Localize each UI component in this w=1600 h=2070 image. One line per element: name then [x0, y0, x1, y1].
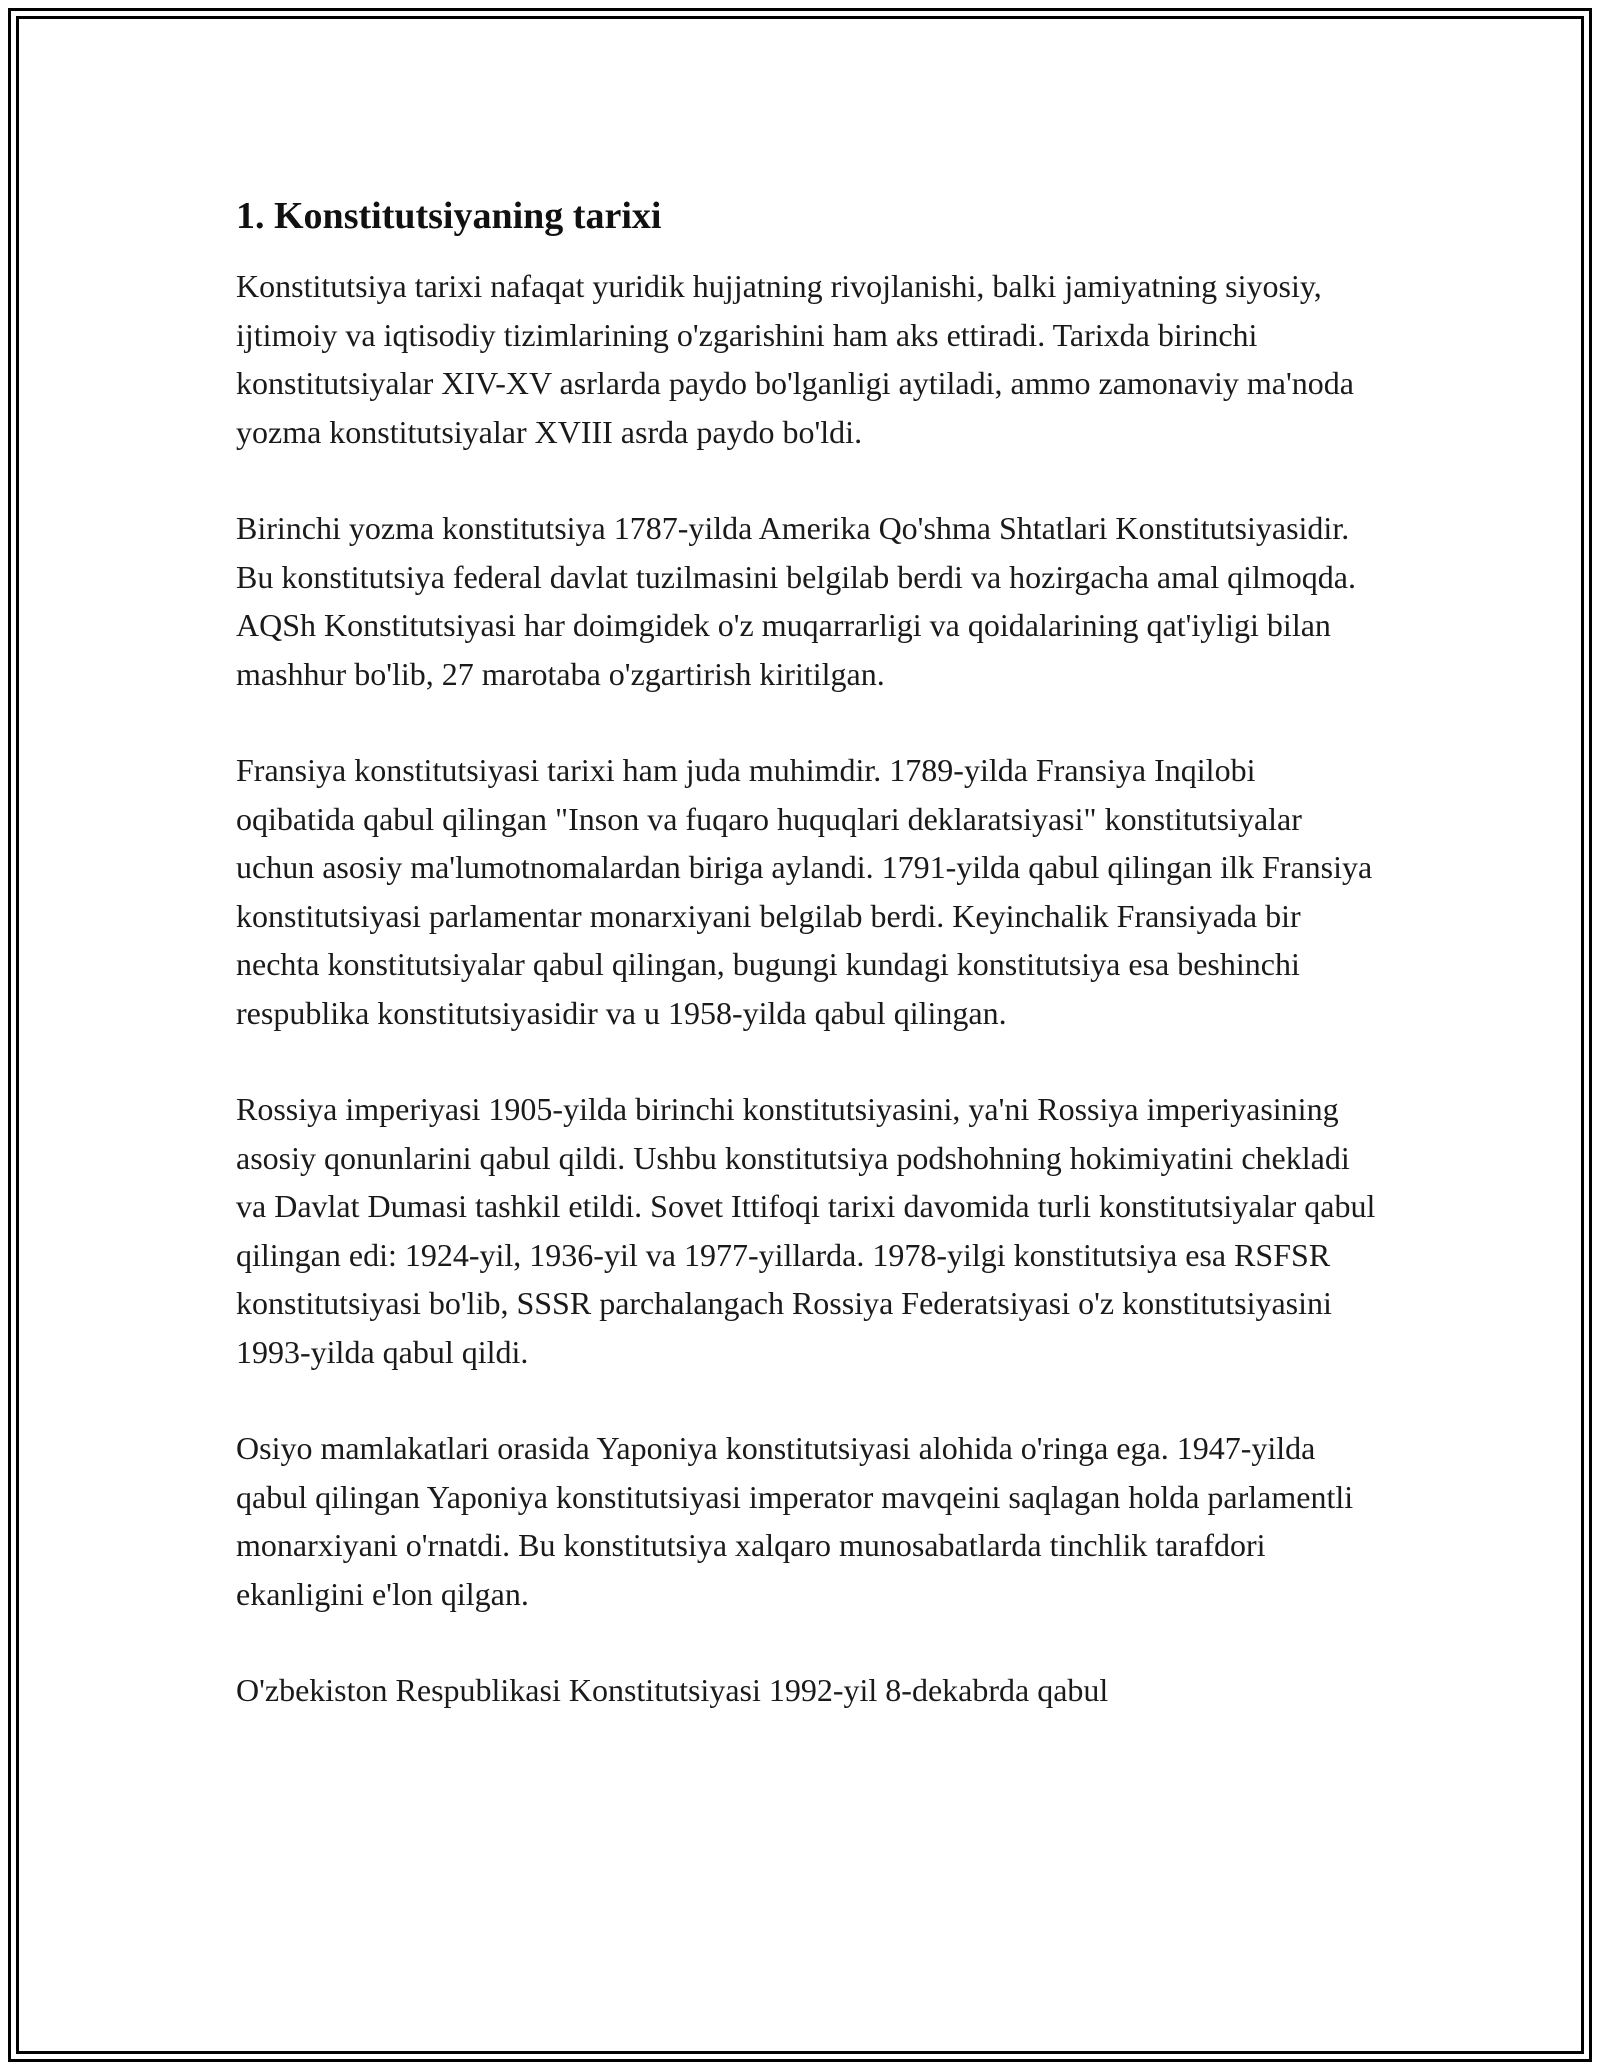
paragraph-intro: Konstitutsiya tarixi nafaqat yuridik hujjatning rivojlanishi, balki jamiyatning siyosiy, ijtimoiy va iqtisodiy tizimlarining o'zgarishini ham aks ettiradi. Tarixda birinchi konstitutsiyalar XIV-XV asrlarda paydo bo'lganligi aytiladi, ammo zamonaviy ma'noda yozma konstitutsiyalar XVIII asrda paydo bo'ldi.: [236, 268, 1354, 450]
paragraph-japan: Osiyo mamlakatlari orasida Yaponiya konstitutsiyasi alohida o'ringa ega. 1947-yilda qabul qilingan Yaponiya konstitutsiyasi imperator mavqeini saqlagan holda parlamentli monarxiyani o'rnatdi. Bu konstitutsiya xalqaro munosabatlarda tinchlik tarafdori ekanligini e'lon qilgan.: [236, 1430, 1354, 1612]
paragraph-russia: Rossiya imperiyasi 1905-yilda birinchi konstitutsiyasini, ya'ni Rossiya imperiyasining asosiy qonunlarini qabul qildi. Ushbu konstitutsiya podshohning hokimiyatini chekladi va Davlat Dumasi tashkil etildi. Sovet Ittifoqi tarixi davomida turli konstitutsiyalar qabul qilingan edi: 1924-yil, 1936-yil va 1977-yillarda. 1978-yilgi konstitutsiya esa RSFSR konstitutsiyasi bo'lib, SSSR parchalangach Rossiya Federatsiyasi o'z konstitutsiyasini 1993-yilda qabul qildi.: [236, 1091, 1376, 1370]
section-heading: 1. Konstitutsiyaning tarixi: [236, 195, 662, 237]
document-body: [236, 188, 1376, 1763]
paragraph-usa: Birinchi yozma konstitutsiya 1787-yilda Amerika Qo'shma Shtatlari Konstitutsiyasidir. Bu konstitutsiya federal davlat tuzilmasini belgilab berdi va hozirgacha amal qilmoqda. AQSh Konstitutsiyasi har doimgidek o'z muqarrarligi va qoidalarining qat'iyligi bilan mashhur bo'lib, 27 marotaba o'zgartirish kiritilgan.: [236, 510, 1356, 692]
paragraph-uzbekistan: O'zbekiston Respublikasi Konstitutsiyasi 1992-yil 8-dekabrda qabul: [236, 1672, 1109, 1708]
paragraph-france: Fransiya konstitutsiyasi tarixi ham juda muhimdir. 1789-yilda Fransiya Inqilobi oqibatida qabul qilingan "Inson va fuqaro huquqlari deklaratsiyasi" konstitutsiyalar uchun asosiy ma'lumotnomalardan biriga aylandi. 1791-yilda qabul qilingan ilk Fransiya konstitutsiyasi parlamentar monarxiyani belgilab berdi. Keyinchalik Fransiyada bir nechta konstitutsiyalar qabul qilingan, bugungi kundagi konstitutsiya esa beshinchi respublika konstitutsiyasidir va u 1958-yilda qabul qilingan.: [236, 752, 1373, 1031]
